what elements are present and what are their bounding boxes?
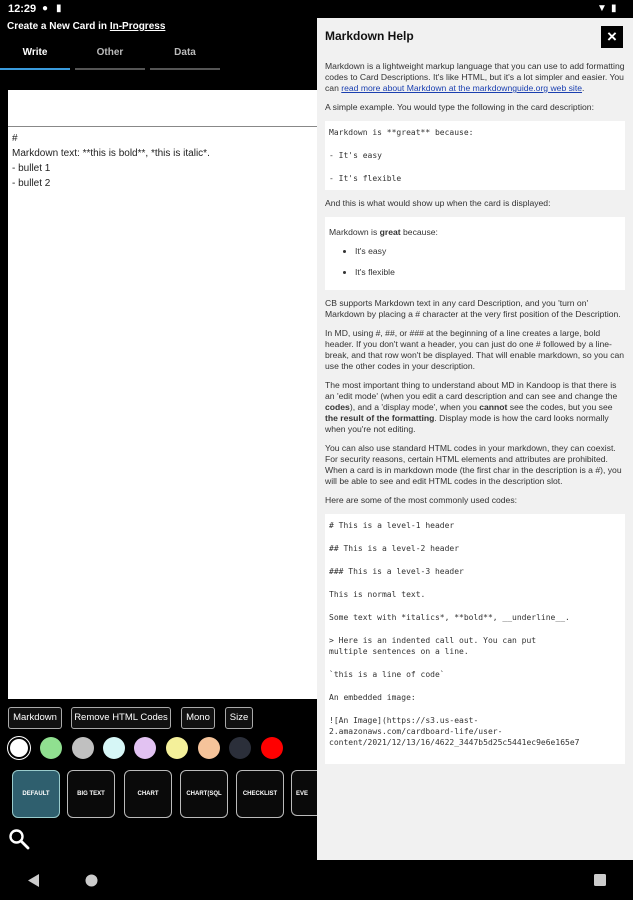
help-intro-text: Markdown is a lightweight markup language that you can use to add formatting codes to Card Descriptions. It's like HTML, but it's a lot simpler and easier. You can [325, 61, 625, 93]
help-paragraph-2: In MD, using #, ##, or ### at the beginning of a line creates a large, bold header. If you don't want a header, you can just do one # followed by a line-break, and that row won't be displayed. That will enable markdown, so you can use the other codes in your description. [325, 328, 625, 371]
template-chart[interactable]: CHART [124, 770, 172, 818]
color-swatch-dark[interactable] [229, 737, 251, 759]
example-code-box [325, 121, 625, 190]
code-line: > Here is an indented call out. You can put multiple sentences on a line. [329, 636, 537, 656]
rendered-post: because: [400, 227, 438, 237]
help-paragraph-3 [325, 380, 625, 435]
code-line: ## This is a level-2 header [329, 544, 460, 553]
back-icon[interactable] [28, 874, 40, 887]
code-line: - It's flexible [329, 174, 402, 183]
remove-html-codes-button[interactable]: Remove HTML Codes [71, 707, 171, 729]
color-swatch-orange[interactable] [198, 737, 220, 759]
p3-bold: codes [325, 402, 350, 412]
template-big-text[interactable]: BIG TEXT [67, 770, 115, 818]
rendered-list-item: • It's easy [355, 246, 621, 257]
rendered-line [329, 227, 621, 238]
p3-bold: the result of the formatting [325, 413, 435, 423]
editor-line: # [12, 133, 18, 144]
close-icon[interactable]: × [601, 26, 623, 48]
p3-text: . Display mode is how the card looks normally when you're not editing. [325, 413, 609, 434]
tab-write[interactable]: Write [0, 38, 70, 70]
page-title [7, 21, 165, 32]
template-default[interactable]: DEFAULT [12, 770, 60, 818]
display-intro: And this is what would show up when the card is displayed: [325, 198, 551, 208]
wifi-icon: ▼ [597, 3, 607, 14]
search-icon[interactable] [8, 828, 30, 850]
list-name-link[interactable]: In-Progress [109, 21, 166, 32]
code-line: An embedded image: [329, 693, 416, 702]
tab-other[interactable]: Other [75, 38, 145, 70]
title-input[interactable] [8, 90, 318, 127]
code-line: ![An Image](https://s3.us-east- 2.amazonaws.com/cardboard-life/user- content/2021/12/13/16/4622_3447b5d25c5441ec9e6e165e7 [329, 716, 580, 747]
code-line: - It's easy [329, 151, 382, 160]
codes-box [325, 514, 625, 764]
system-nav-bar [0, 862, 633, 900]
example-intro: A simple example. You would type the following in the card description: [325, 102, 594, 112]
p3-text: The most important thing to understand about MD in Kandoop is that there is an 'edit mode' (when you edit a card description and can see and change the [325, 380, 618, 401]
mono-button[interactable]: Mono [181, 707, 215, 729]
markdown-button[interactable]: Markdown [8, 707, 62, 729]
tab-data[interactable]: Data [150, 38, 220, 70]
help-body [325, 61, 625, 772]
code-line: # This is a level-1 header [329, 521, 455, 530]
code-line: Markdown is **great** because: [329, 128, 474, 137]
notification-icon: ● [42, 3, 49, 14]
p3-text: see the codes, but you see [507, 402, 613, 412]
help-paragraph-4: You can also use standard HTML codes in your markdown, they can coexist. For security reasons, certain HTML elements and attributes are prohibited. When a card is in markdown mode (the first char in the description is a #), you will be able to see and edit HTML codes in the description slot. [325, 443, 622, 486]
markdownguide-link[interactable]: read more about Markdown at the markdownguide.org web site [341, 83, 583, 93]
code-line: This is normal text. [329, 590, 426, 599]
code-line: Some text with *italics*, **bold**, __underline__. [329, 613, 570, 622]
p3-bold: cannot [479, 402, 508, 412]
color-swatch-green[interactable] [40, 737, 62, 759]
description-editor[interactable] [8, 127, 318, 699]
rendered-pre: Markdown is [329, 227, 380, 237]
help-title: Markdown Help [325, 29, 414, 43]
color-swatch-red[interactable] [261, 737, 283, 759]
editor-line: Markdown text: **this is bold**, *this is italic*. [12, 148, 210, 159]
color-swatch-yellow[interactable] [166, 737, 188, 759]
page-title-prefix: Create a New Card in [7, 21, 110, 32]
color-swatch-gray[interactable] [72, 737, 94, 759]
help-paragraph-5: Here are some of the most commonly used codes: [325, 495, 518, 505]
editor-line: - bullet 1 [12, 163, 51, 174]
help-intro-end: . [582, 83, 585, 93]
markdown-help-panel [317, 18, 633, 860]
rendered-example-box [325, 217, 625, 290]
template-selector [0, 767, 318, 825]
template-eve[interactable]: EVE [291, 770, 317, 816]
help-paragraph-1: CB supports Markdown text in any card Description, and you 'turn on' Markdown by placing a # character at the very first position of the Description. [325, 298, 621, 319]
recents-icon[interactable] [594, 874, 606, 886]
help-intro [325, 61, 625, 94]
color-swatch-lavender[interactable] [134, 737, 156, 759]
clipboard-icon: ▮ [56, 3, 62, 14]
color-swatch-white[interactable] [8, 737, 30, 759]
rendered-list [329, 246, 621, 278]
home-icon[interactable] [85, 874, 98, 887]
battery-icon: ▮ [611, 3, 617, 14]
color-swatch-cyan[interactable] [103, 737, 125, 759]
code-line: `this is a line of code` [329, 670, 445, 679]
size-button[interactable]: Size [225, 707, 253, 729]
template-chart-sql[interactable]: CHART(SQL [180, 770, 228, 818]
code-line: ### This is a level-3 header [329, 567, 464, 576]
rendered-list-item: • It's flexible [355, 267, 621, 278]
editor-line: - bullet 2 [12, 178, 51, 189]
rendered-bold: great [379, 227, 401, 237]
p3-text: ), and a 'display mode', when you [349, 402, 480, 412]
status-time: 12:29 [8, 3, 37, 15]
template-checklist[interactable]: CHECKLIST [236, 770, 284, 818]
status-bar [0, 0, 633, 18]
